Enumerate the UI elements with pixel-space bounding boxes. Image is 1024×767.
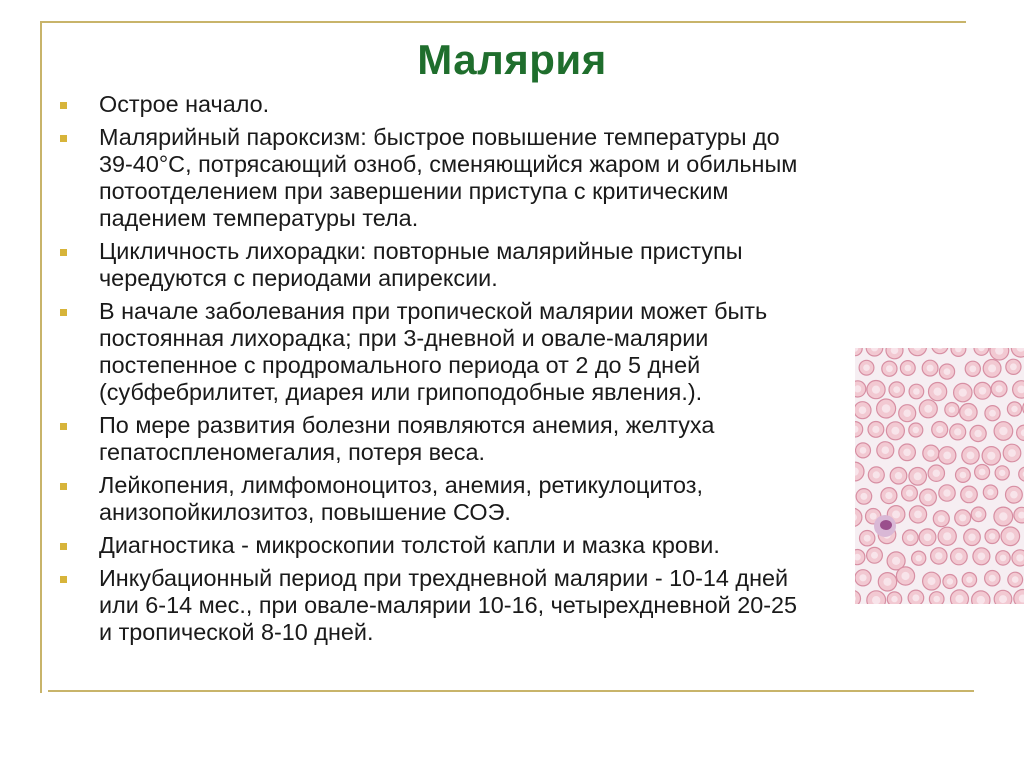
bullet-text: В начале заболевания при тропической малярии может быть постоянная лихорадка; при 3-дневной и овале-малярии постепенное с продромального периода от 2 до 5 дней (субфебрилитет, диарея или грипоподобные явления.).: [99, 298, 768, 405]
bullet-text: Острое начало.: [99, 91, 270, 117]
slide-title: Малярия: [417, 36, 607, 83]
bullet-marker: [60, 543, 67, 550]
red-blood-cell-center: [959, 514, 966, 521]
red-blood-cell-center: [988, 364, 996, 372]
red-blood-cell-center: [1010, 491, 1018, 499]
bullet-marker: [60, 102, 67, 109]
red-blood-cell-center: [978, 553, 986, 561]
red-blood-cell-center: [999, 427, 1007, 435]
frame-top-line: [40, 21, 966, 23]
red-blood-cell-center: [1012, 576, 1019, 583]
bullet-marker: [60, 483, 67, 490]
bullet-item: [60, 298, 960, 406]
bullet-text: Инкубационный период при трехдневной малярии - 10-14 дней или 6-14 мес., при овале-малярии 10-16, четырехдневной 20-25 и тропической 8-10 дней.: [99, 565, 798, 645]
bullet-marker: [60, 309, 67, 316]
red-blood-cell-center: [996, 385, 1003, 392]
red-blood-cell-center: [999, 512, 1007, 520]
red-blood-cell-center: [966, 577, 972, 583]
red-blood-cell-center: [979, 469, 986, 476]
red-blood-cell-center: [987, 489, 993, 495]
red-blood-cell-center: [968, 534, 975, 541]
bullet-marker: [60, 423, 67, 430]
bullet-list: [60, 91, 960, 652]
red-blood-cell-center: [1010, 363, 1017, 370]
bullet-text: По мере развития болезни появляются анемия, желтуха гепатоспленомегалия, потеря веса.: [99, 412, 715, 465]
bullet-item: [60, 565, 960, 646]
bullet-marker: [60, 576, 67, 583]
red-blood-cell-center: [1006, 532, 1014, 540]
red-blood-cell-center: [1000, 555, 1007, 562]
red-blood-cell-center: [969, 365, 976, 372]
red-blood-cell-center: [1016, 554, 1023, 561]
bullet-marker: [60, 135, 67, 142]
red-blood-cell-center: [975, 511, 982, 518]
red-blood-cell-center: [965, 491, 972, 498]
red-blood-cell-center: [989, 410, 996, 417]
red-blood-cell-center: [999, 470, 1005, 476]
bullet-item: [60, 412, 960, 466]
bullet-text: Малярийный пароксизм: быстрое повышение температуры до 39-40°С, потрясающий озноб, сменяющийся жаром и обильным потоотделением при завершении приступа с критическим падением температуры тела.: [99, 124, 798, 231]
red-blood-cell-center: [965, 408, 973, 416]
bullet-text: Лейкопения, лимфомоноцитоз, анемия, ретикулоцитоз, анизопойкилозитоз, повышение СОЭ.: [99, 472, 703, 525]
red-blood-cell-center: [979, 387, 987, 395]
red-blood-cell-center: [974, 430, 981, 437]
bullet-text: Диагностика - микроскопии толстой капли и мазка крови.: [99, 532, 720, 558]
bullet-item: [60, 91, 960, 118]
red-blood-cell-center: [977, 596, 985, 604]
bullet-item: [60, 124, 960, 232]
red-blood-cell-center: [1008, 449, 1016, 457]
frame-bottom-line: [48, 690, 974, 692]
red-blood-cell-center: [960, 472, 967, 479]
bullet-marker: [60, 249, 67, 256]
bullet-item: [60, 238, 960, 292]
bullet-item: [60, 472, 960, 526]
red-blood-cell-center: [999, 595, 1007, 603]
red-blood-cell-center: [989, 533, 995, 539]
red-blood-cell-center: [967, 452, 975, 460]
red-blood-cell-center: [989, 575, 996, 582]
bullet-text: Цикличность лихорадки: повторные малярийные приступы чередуются с периодами апирексии.: [99, 238, 743, 291]
bullet-item: [60, 532, 960, 559]
red-blood-cell-center: [987, 452, 995, 460]
red-blood-cell-center: [1011, 406, 1017, 412]
frame-left-line: [40, 21, 42, 693]
